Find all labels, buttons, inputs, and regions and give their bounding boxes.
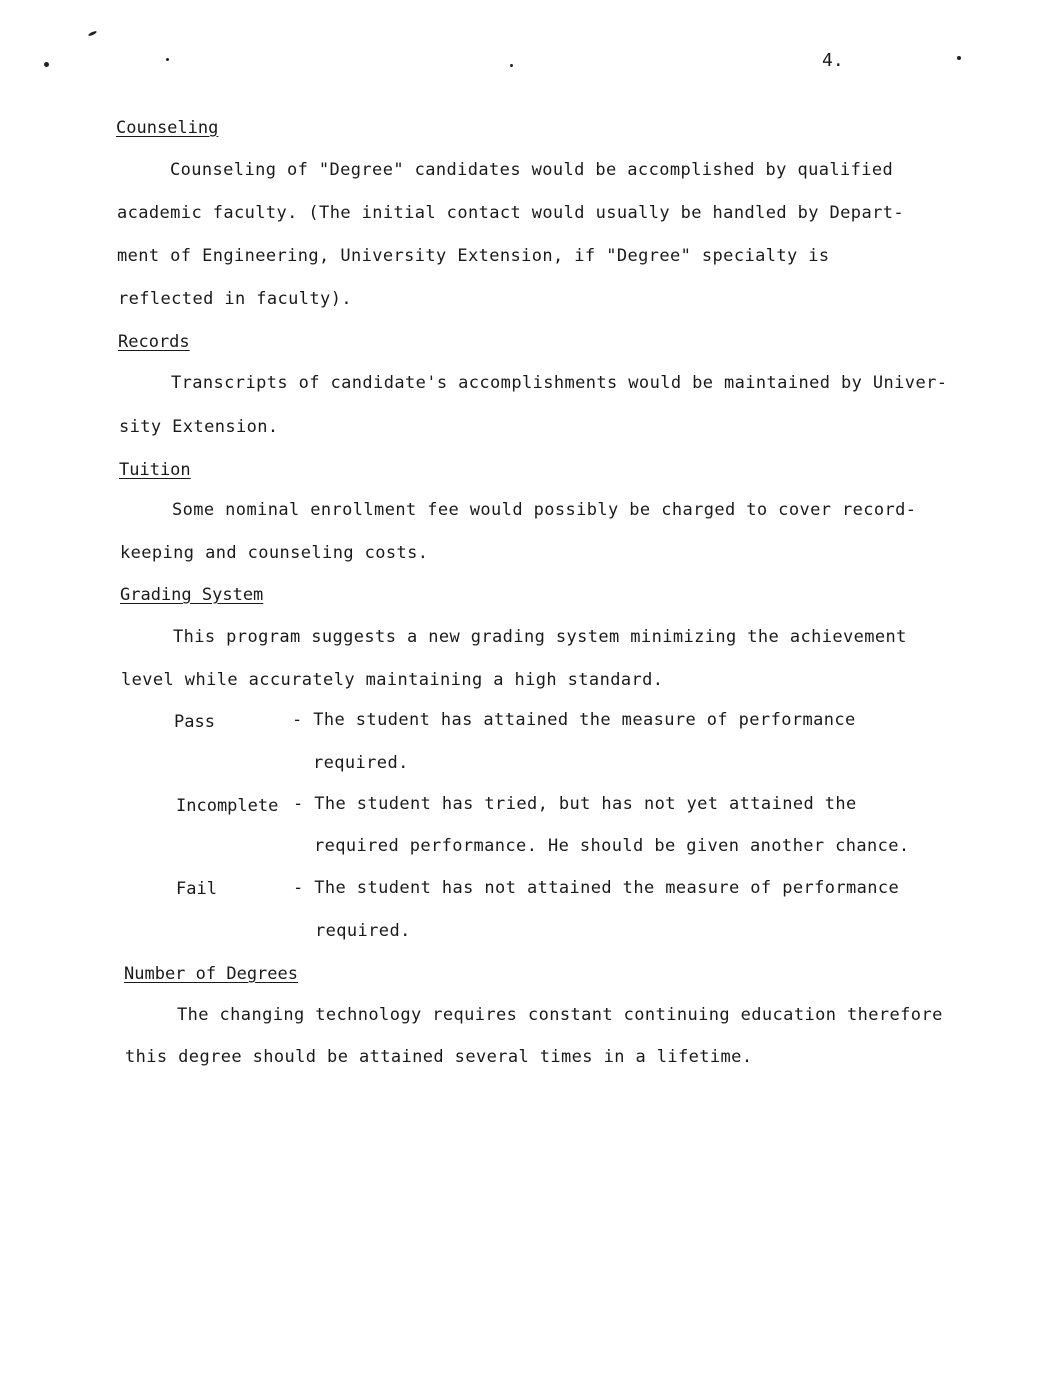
paragraph-line: academic faculty. (The initial contact would usually be handled by Depart- xyxy=(117,203,904,223)
grade-term-incomplete: Incomplete xyxy=(176,796,279,816)
section-heading-number-of-degrees: Number of Degrees xyxy=(124,964,298,984)
scan-speck xyxy=(44,62,49,67)
grade-description-line: - The student has not attained the measure of performance xyxy=(293,878,900,898)
paragraph-line: this degree should be attained several times in a lifetime. xyxy=(125,1047,753,1067)
paragraph-line: keeping and counseling costs. xyxy=(120,543,429,563)
paragraph-line: Transcripts of candidate's accomplishments would be maintained by Univer- xyxy=(171,373,948,393)
paragraph-line: ment of Engineering, University Extension, if "Degree" specialty is xyxy=(117,246,830,266)
scan-speck xyxy=(88,30,97,37)
paragraph-line: reflected in faculty). xyxy=(118,289,352,309)
grade-description-line: required. xyxy=(313,753,409,773)
paragraph-line: Counseling of "Degree" candidates would be accomplished by qualified xyxy=(170,160,894,180)
paragraph-line: level while accurately maintaining a high standard. xyxy=(121,670,664,690)
grade-term-fail: Fail xyxy=(176,879,217,899)
grade-term-pass: Pass xyxy=(174,712,215,732)
section-heading-records: Records xyxy=(118,332,190,352)
scan-speck xyxy=(166,58,169,61)
paragraph-line: sity Extension. xyxy=(119,417,279,437)
grade-description-line: required. xyxy=(315,921,411,941)
grade-description-line: required performance. He should be given another chance. xyxy=(314,836,910,856)
paragraph-line: The changing technology requires constant continuing education therefore xyxy=(177,1005,943,1025)
grade-description-line: - The student has attained the measure of performance xyxy=(292,710,856,730)
paragraph-line: Some nominal enrollment fee would possibly be charged to cover record- xyxy=(172,500,917,520)
scan-speck xyxy=(957,56,961,60)
paragraph-line: This program suggests a new grading system minimizing the achievement xyxy=(173,627,907,647)
section-heading-tuition: Tuition xyxy=(119,460,191,480)
section-heading-grading-system: Grading System xyxy=(120,585,264,605)
page-number: 4. xyxy=(822,50,844,71)
section-heading-counseling: Counseling xyxy=(116,118,219,138)
scan-speck xyxy=(510,64,513,67)
grade-description-line: - The student has tried, but has not yet attained the xyxy=(293,794,857,814)
